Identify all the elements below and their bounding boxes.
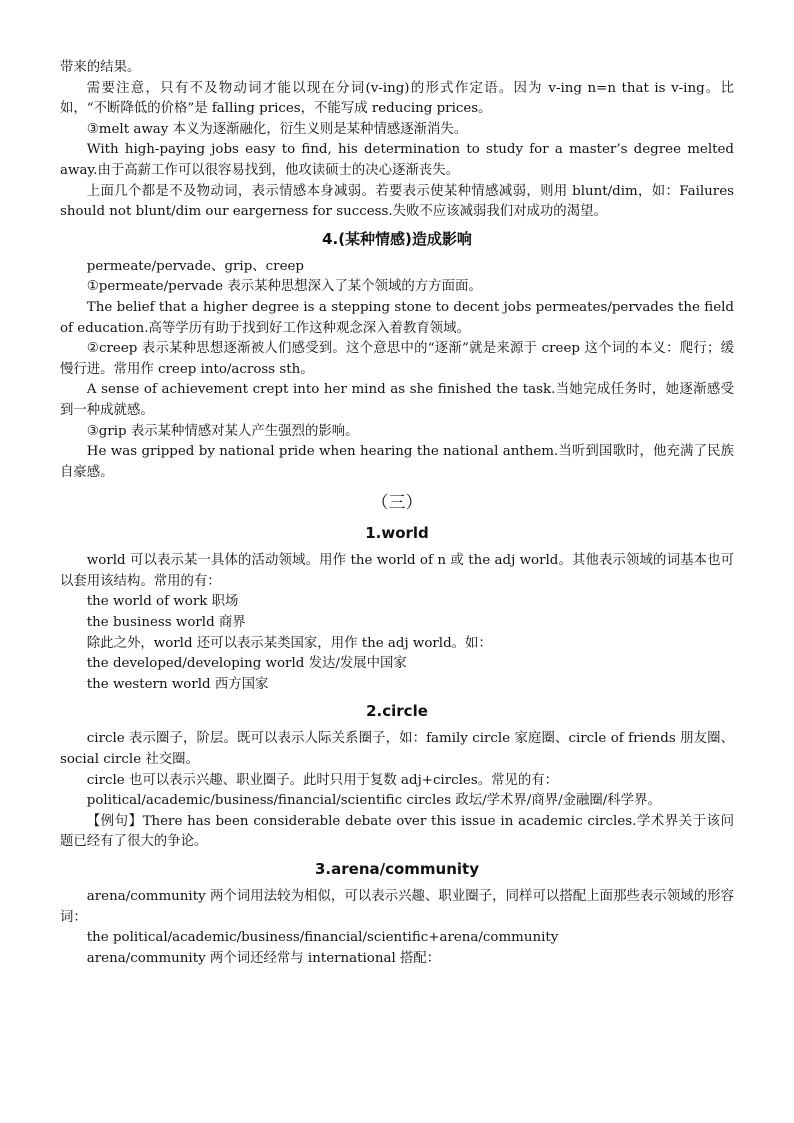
part-heading: （三） bbox=[371, 493, 423, 514]
section-heading: 3.arena/community bbox=[314, 860, 479, 878]
list-item: the business world 商界 bbox=[86, 615, 246, 631]
section-heading: 4.(某种情感)造成影响 bbox=[322, 229, 472, 248]
example-sentence: He was gripped by national pride when hearing the national anthem.当听到国歌时，他充满了民族自豪感。 bbox=[60, 444, 734, 480]
example-sentence: 【例句】There has been considerable debate over this issue in academic circles.学术界关于该问题已经有了很大的争论。 bbox=[60, 813, 734, 850]
example-sentence: The belief that a higher degree is a stepping stone to decent jobs permeates/pervades the field of education.高等学历有助于找到好工作这种观念深入着教育领域。 bbox=[60, 299, 734, 336]
section-heading: 1.world bbox=[365, 524, 429, 543]
paragraph: arena/community 两个词还经常与 international 搭配： bbox=[86, 950, 441, 966]
list-item: the western world 西方国家 bbox=[86, 676, 269, 692]
example-sentence: A sense of achievement crept into her mind as she finished the task.当她完成任务时，她逐渐感受到一种成就感。 bbox=[60, 382, 734, 418]
paragraph: 需要注意，只有不及物动词才能以现在分词(v-ing)的形式作定语。因为 v-ing n=n that is v-ing。比如，“不断降低的价格”是 falling prices，不能写成 reducing prices。 bbox=[60, 80, 734, 117]
example-sentence: With high-paying jobs easy to find, his determination to study for a master’s degree melted away.由于高薪工作可以很容易找到，他攻读硕士的决心逐渐丧失。 bbox=[60, 142, 734, 178]
list-item: the political/academic/business/financial/scientific+arena/community bbox=[86, 930, 559, 946]
paragraph: 上面几个都是不及物动词，表示情感本身减弱。若要表示使某种情感减弱，则用 blunt/dim，如：Failures should not blunt/dim our eargerness for success.失败不应该减弱我们对成功的渴望。 bbox=[60, 183, 734, 220]
paragraph: ①permeate/pervade 表示某种思想深入了某个领域的方方面面。 bbox=[86, 279, 482, 295]
paragraph: ③grip 表示某种情感对某人产生强烈的影响。 bbox=[86, 423, 359, 439]
paragraph: permeate/pervade、grip、creep bbox=[86, 258, 304, 274]
paragraph: ③melt away 本义为逐渐融化，衍生义则是某种情感逐渐消失。 bbox=[86, 121, 468, 137]
list-item: the world of work 职场 bbox=[86, 594, 239, 610]
paragraph: political/academic/business/financial/scientific circles 政坛/学术界/商界/金融圈/科学界。 bbox=[86, 793, 661, 809]
list-item: the developed/developing world 发达/发展中国家 bbox=[86, 656, 407, 672]
document-page bbox=[60, 58, 734, 969]
paragraph: 带来的结果。 bbox=[60, 60, 141, 75]
paragraph: world 可以表示某一具体的活动领域。用作 the world of n 或 the adj world。其他表示领域的词基本也可以套用该结构。常用的有： bbox=[60, 553, 734, 589]
section-heading: 2.circle bbox=[366, 702, 428, 721]
paragraph: circle 表示圈子，阶层。既可以表示人际关系圈子，如：family circle 家庭圈、circle of friends 朋友圈、social circle 社交圈。 bbox=[60, 731, 734, 768]
paragraph: arena/community 两个词用法较为相似，可以表示兴趣、职业圈子，同样可以搭配上面那些表示领域的形容词： bbox=[60, 889, 734, 925]
paragraph: ②creep 表示某种思想逐渐被人们感受到。这个意思中的“逐渐”就是来源于 creep 这个词的本义：爬行；缓慢行进。常用作 creep into/across sth。 bbox=[60, 341, 734, 377]
paragraph: 除此之外，world 还可以表示某类国家，用作 the adj world。如： bbox=[86, 635, 492, 651]
paragraph: circle 也可以表示兴趣、职业圈子。此时只用于复数 adj+circles。常见的有： bbox=[86, 772, 559, 788]
